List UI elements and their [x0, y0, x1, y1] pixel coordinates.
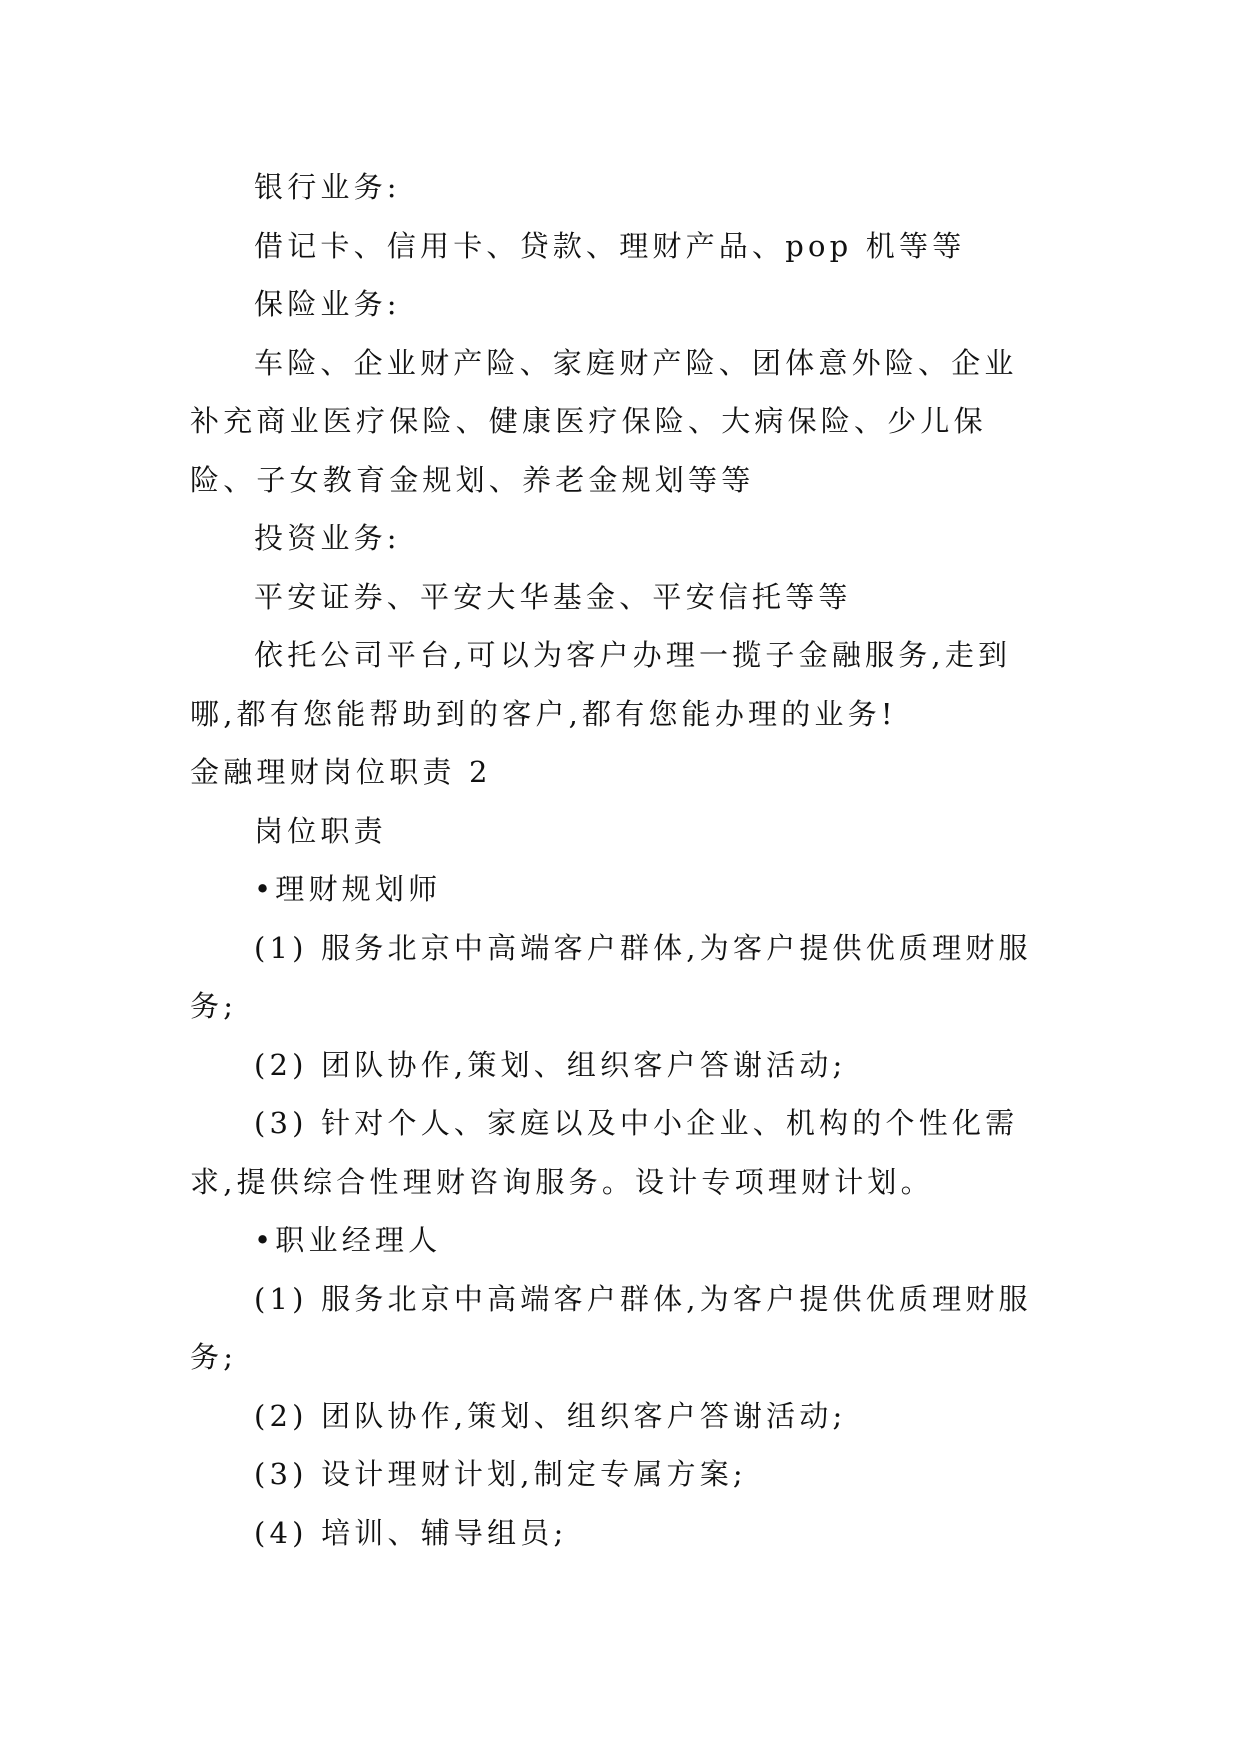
paragraph-banking-items: 借记卡、信用卡、贷款、理财产品、pop 机等等 [254, 228, 966, 263]
manager-duty-4: (4) 培训、辅导组员; [254, 1515, 568, 1550]
paragraph-banking-heading: 银行业务: [254, 170, 401, 204]
manager-duty-1: (1) 服务北京中高端客户群体,为客户提供优质理财服务; [190, 1281, 1032, 1374]
bullet-professional-manager: •职业经理人 [254, 1223, 442, 1257]
section-title: 金融理财岗位职责 2 [190, 755, 492, 789]
paragraph-insurance-items: 车险、企业财产险、家庭财产险、团体意外险、企业补充商业医疗保险、健康医疗保险、大病保险、少儿保险、子女教育金规划、养老金规划等等 [190, 345, 1018, 497]
bullet-financial-planner: •理财规划师 [254, 872, 442, 906]
planner-duty-2: (2) 团队协作,策划、组织客户答谢活动; [254, 1047, 847, 1082]
paragraph-investment-items: 平安证券、平安大华基金、平安信托等等 [254, 579, 852, 614]
document-body [190, 158, 1050, 1562]
manager-duty-2: (2) 团队协作,策划、组织客户答谢活动; [254, 1398, 847, 1433]
planner-duty-1: (1) 服务北京中高端客户群体,为客户提供优质理财服务; [190, 930, 1032, 1023]
paragraph-platform-summary: 依托公司平台,可以为客户办理一揽子金融服务,走到哪,都有您能帮助到的客户,都有您能办理的业务! [190, 638, 1012, 731]
paragraph-duties-heading: 岗位职责 [254, 813, 387, 848]
paragraph-investment-heading: 投资业务: [254, 521, 401, 555]
planner-duty-3: (3) 针对个人、家庭以及中小企业、机构的个性化需求,提供综合性理财咨询服务。设计专项理财计划。 [190, 1106, 1019, 1199]
paragraph-insurance-heading: 保险业务: [254, 287, 401, 321]
manager-duty-3: (3) 设计理财计划,制定专属方案; [254, 1457, 747, 1491]
